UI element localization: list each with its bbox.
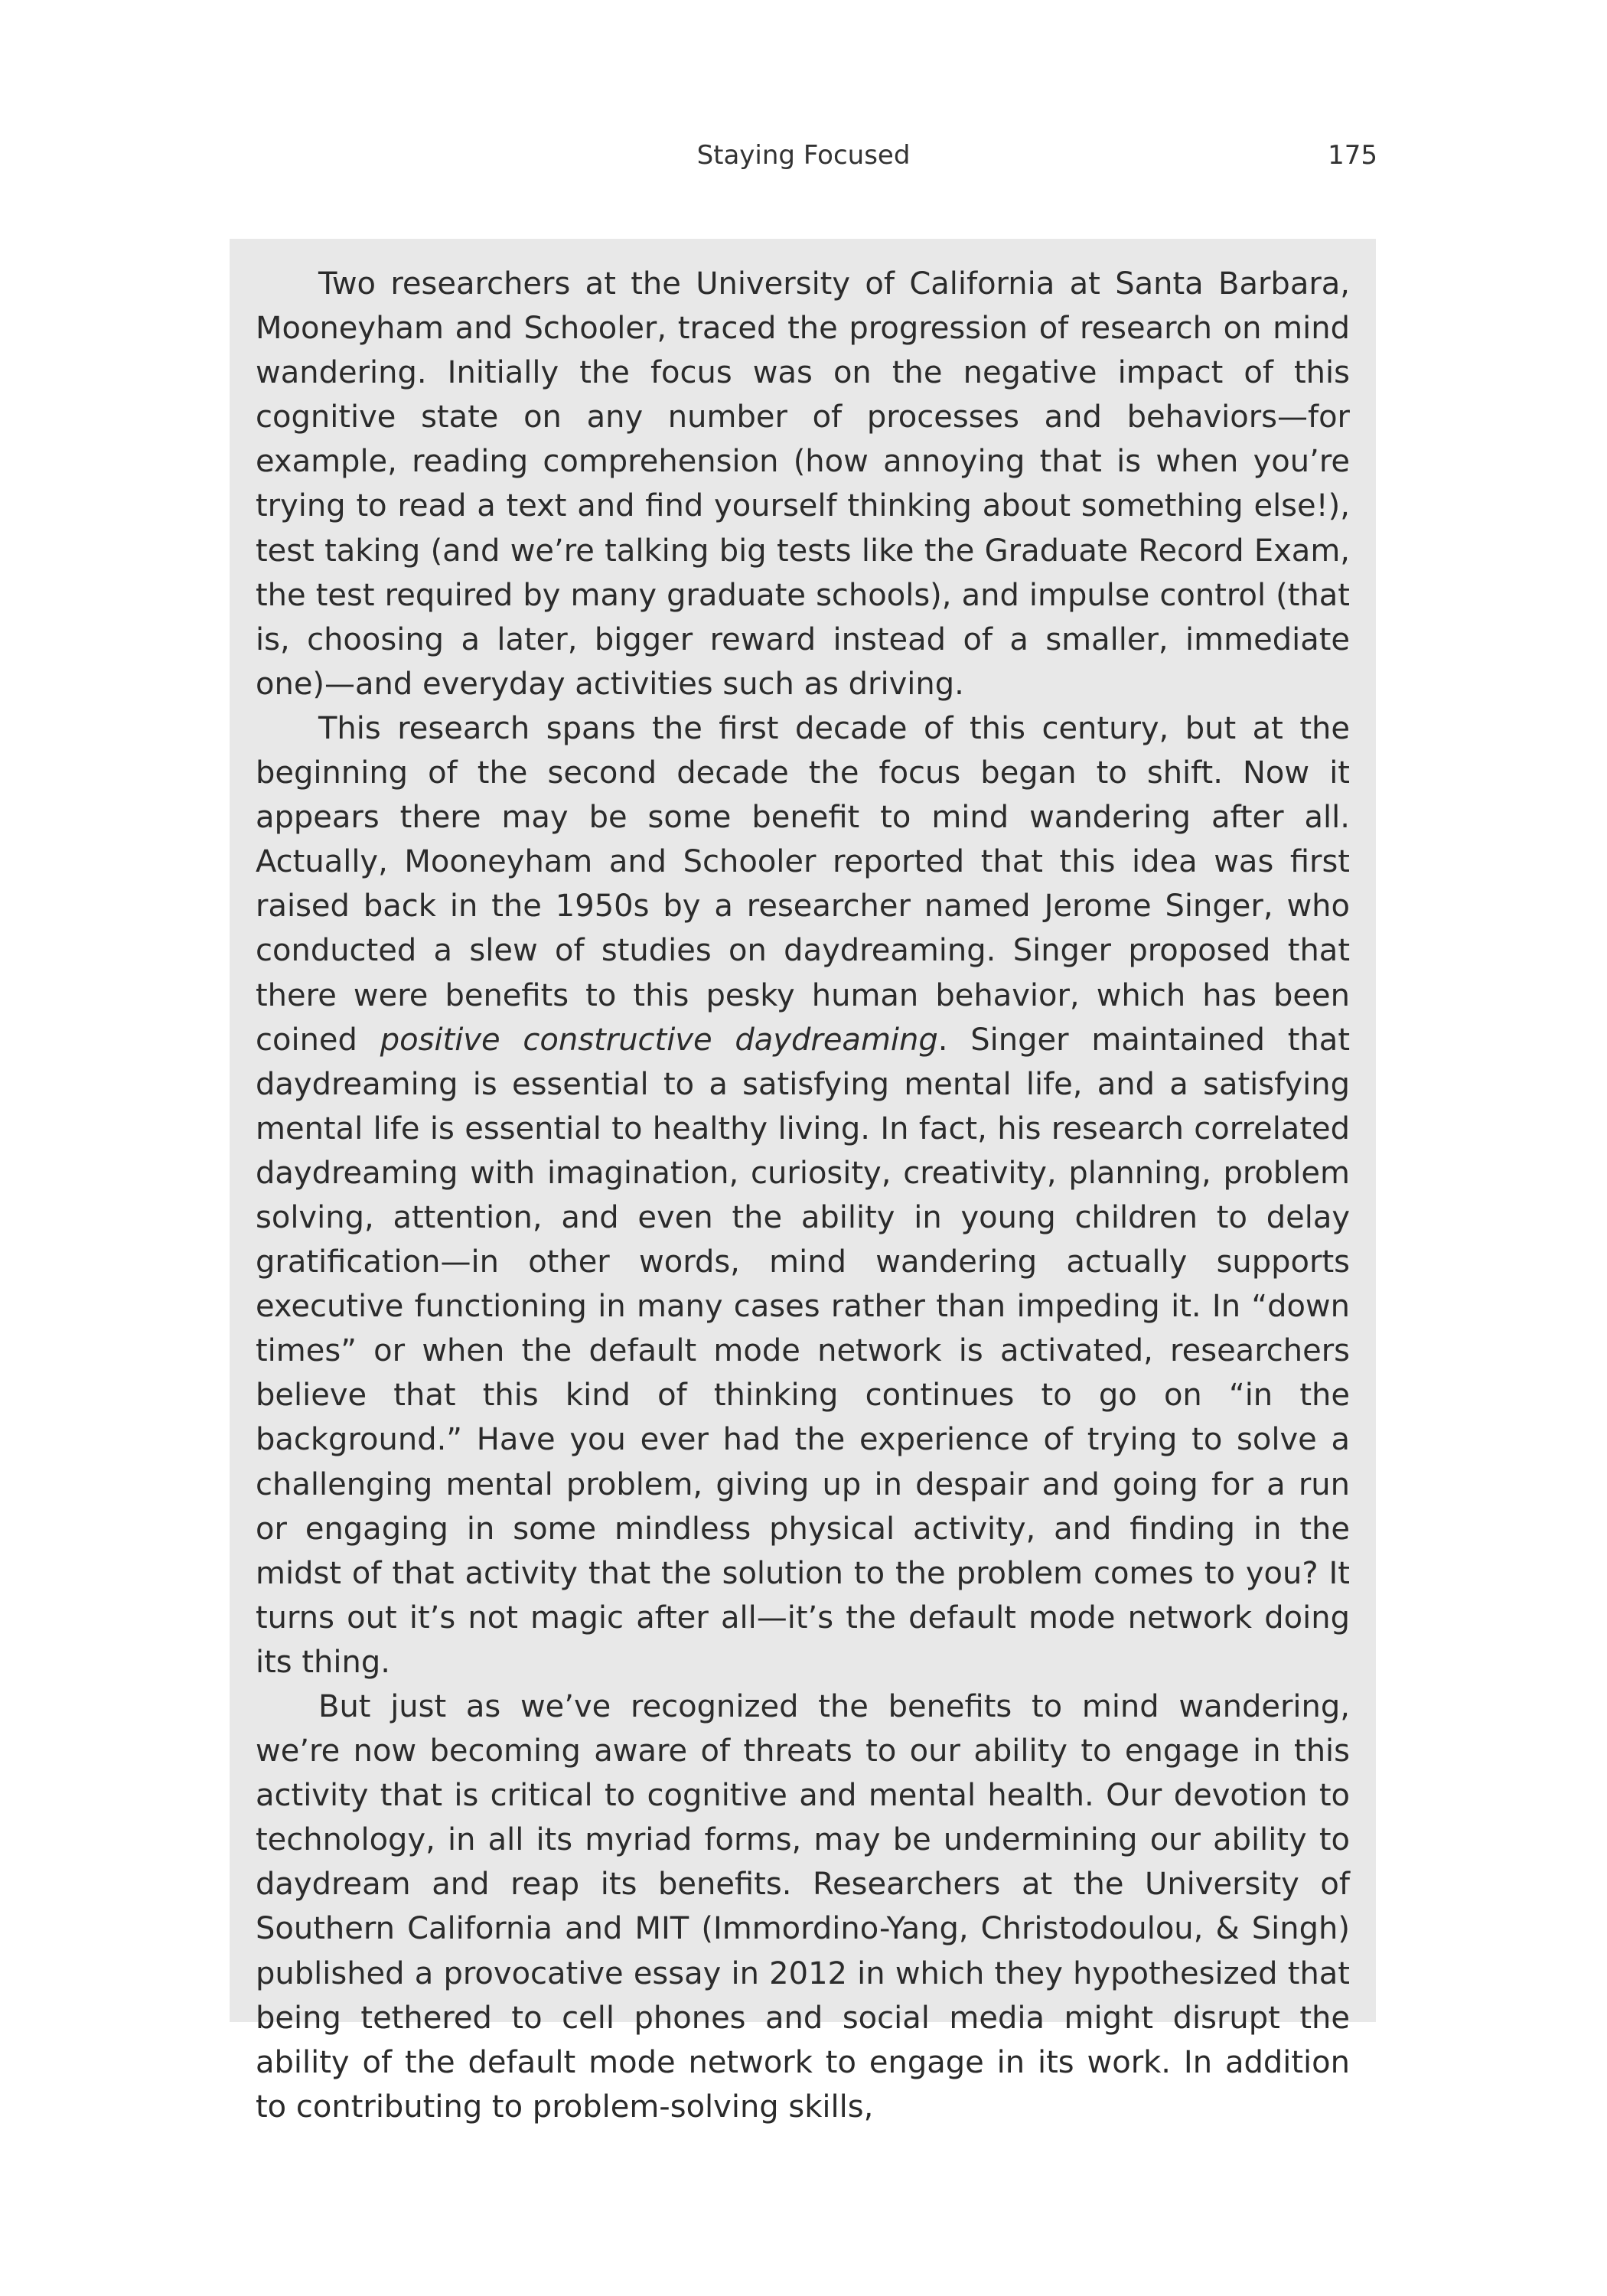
italic-term: positive constructive daydreaming bbox=[380, 1022, 938, 1058]
paragraph-text-before-term: This research spans the first decade of this century, but at the beginning of the second decade the focus began to shift. Now it appears there may be some benefit to mind wandering after all. Actually, Mooneyham and Schooler reported that this idea was first raised back in the 1950s by a researcher named Jerome Singer, who conducted a slew of studies on daydreaming. Singer proposed that there were benefits to this pesky human behavior, which has been coined bbox=[256, 710, 1350, 1058]
paragraph-benefits-of-mind-wandering bbox=[256, 706, 1350, 1684]
paragraph-text-after-term: . Singer maintained that daydreaming is essential to a satisfying mental life, and a satisfying mental life is essential to healthy living. In fact, his research correlated daydreaming with imagination, curiosity, creativity, planning, problem solving, attention, and even the ability in young children to delay gratification—in other words, mind wandering actually supports executive functioning in many cases rather than impeding it. In “down times” or when the default mode network is activated, researchers believe that this kind of thinking continues to go on “in the background.” Have you ever had the experience of trying to solve a challenging mental problem, giving up in despair and going for a run or engaging in some mindless physical activity, and finding in the midst of that activity that the solution to the problem comes to you? It turns out it’s not magic after all—it’s the default mode network doing its thing. bbox=[256, 1022, 1350, 1680]
running-title: Staying Focused bbox=[696, 140, 911, 171]
paragraph-research-progression: Two researchers at the University of California at Santa Barbara, Mooneyham and Schooler, traced the progression of research on mind wandering. Initially the focus was on the negative impact of this cognitive state on any number of processes and behaviors—for example, reading comprehension (how annoying that is when you’re trying to read a text and find yourself thinking about something else!), test taking (and we’re talking big tests like the Graduate Record Exam, the test required by many graduate schools), and impulse control (that is, choosing a later, bigger reward instead of a smaller, immediate one)—and everyday activities such as driving. bbox=[256, 266, 1350, 702]
page-number: 175 bbox=[1328, 140, 1377, 171]
shaded-sidebar-box bbox=[230, 239, 1376, 2125]
running-head bbox=[230, 136, 1377, 174]
paragraph-threats-from-technology: But just as we’ve recognized the benefits to mind wandering, we’re now becoming aware of threats to our ability to engage in this activity that is critical to cognitive and mental health. Our devotion to technology, in all its myriad forms, may be undermining our ability to daydream and reap its benefits. Researchers at the University of Southern California and MIT (Immordino-Yang, Christodoulou, & Singh) published a provocative essay in 2012 in which they hypothesized that being tethered to cell phones and social media might disrupt the ability of the default mode network to engage in its work. In addition to contributing to problem-solving skills, bbox=[256, 1689, 1350, 2125]
